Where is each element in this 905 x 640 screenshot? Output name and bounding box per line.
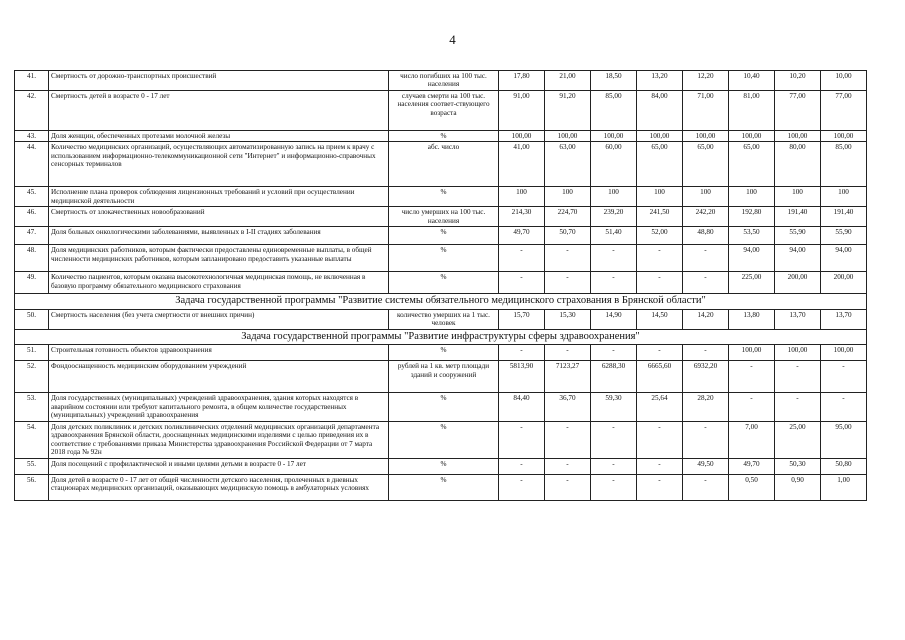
value-cell: 55,90 [821,227,867,245]
row-number: 43. [15,130,49,141]
row-number: 45. [15,187,49,207]
value-cell: 84,40 [499,393,545,421]
value-cell: 65,00 [637,142,683,187]
value-cell: 100,00 [821,345,867,361]
value-cell: - [821,393,867,421]
table-row [15,90,867,130]
value-cell: 0,90 [775,474,821,500]
indicator-name: Доля посещений с профилактической и иными целями детьми в возрасте 0 - 17 лет [49,458,389,474]
value-cell: - [499,345,545,361]
section-title: Задача государственной программы "Развитие системы обязательного медицинского страхования в Брянской области" [15,294,867,309]
unit-cell: % [389,187,499,207]
value-cell: 84,00 [637,90,683,130]
value-cell: 15,30 [545,309,591,329]
value-cell: - [499,272,545,294]
value-cell: - [775,393,821,421]
value-cell: 100,00 [683,130,729,141]
value-cell: 224,70 [545,207,591,227]
value-cell: 1,00 [821,474,867,500]
row-number: 46. [15,207,49,227]
unit-cell: % [389,227,499,245]
value-cell: - [775,361,821,393]
row-number: 56. [15,474,49,500]
value-cell: - [591,458,637,474]
value-cell: 53,50 [729,227,775,245]
value-cell: 100 [499,187,545,207]
value-cell: 49,50 [683,458,729,474]
value-cell: 192,80 [729,207,775,227]
value-cell: - [591,474,637,500]
value-cell: - [545,421,591,458]
table-row [15,142,867,187]
row-number: 52. [15,361,49,393]
value-cell: 50,70 [545,227,591,245]
indicator-name: Строительная готовность объектов здравоохранения [49,345,389,361]
value-cell: 239,20 [591,207,637,227]
value-cell: 100,00 [499,130,545,141]
table-row [15,272,867,294]
indicator-name: Количество пациентов, которым оказана высокотехнологичная медицинская помощь, не включенная в базовую программу обязательного медицинского страхования [49,272,389,294]
value-cell: 55,90 [775,227,821,245]
row-number: 54. [15,421,49,458]
indicator-name: Доля детских поликлиник и детских поликлинических отделений медицинских организаций департамента здравоохранения Брянской области, дооснащенных медицинскими изделиями с целью приведения их в соответствие с требованиями приказа Министерства здравоохранения Российской Федерации от 7 марта 2018 года № 92н [49,421,389,458]
value-cell: 94,00 [775,245,821,272]
value-cell: 71,00 [683,90,729,130]
table-row [15,207,867,227]
value-cell: 241,50 [637,207,683,227]
value-cell: 65,00 [683,142,729,187]
indicator-name: Доля детей в возрасте 0 - 17 лет от общей численности детского населения, пролеченных в дневных стационарах медицинских организаций, оказывающих медицинскую помощь в амбулаторных условиях [49,474,389,500]
indicator-name: Смертность от злокачественных новообразований [49,207,389,227]
unit-cell: число умерших на 100 тыс. населения [389,207,499,227]
unit-cell: % [389,345,499,361]
value-cell: - [545,345,591,361]
value-cell: - [637,421,683,458]
table-row [15,245,867,272]
value-cell: 52,00 [637,227,683,245]
indicator-name: Доля женщин, обеспеченных протезами молочной железы [49,130,389,141]
value-cell: 100 [683,187,729,207]
value-cell: 18,50 [591,71,637,91]
value-cell: 14,90 [591,309,637,329]
table-row [15,345,867,361]
value-cell: 100,00 [729,130,775,141]
value-cell: - [683,474,729,500]
value-cell: 100,00 [637,130,683,141]
indicator-name: Смертность от дорожно-транспортных происшествий [49,71,389,91]
value-cell: - [545,245,591,272]
indicator-name: Доля государственных (муниципальных) учреждений здравоохранения, здания которых находятся в аварийном состоянии или требуют капитального ремонта, в общем количестве государственных (муниципальных) учреждений здравоохранения [49,393,389,421]
unit-cell: % [389,458,499,474]
indicator-name: Смертность населения (без учета смертности от внешних причин) [49,309,389,329]
value-cell: 17,80 [499,71,545,91]
indicator-name: Доля медицинских работников, которым фактически предоставлены единовременные выплаты, в общей численности медицинских работников, которым запланировано предоставить указанные выплаты [49,245,389,272]
value-cell: - [637,458,683,474]
value-cell: 85,00 [821,142,867,187]
row-number: 55. [15,458,49,474]
value-cell: 6932,20 [683,361,729,393]
value-cell: 10,40 [729,71,775,91]
value-cell: 15,70 [499,309,545,329]
value-cell: - [545,458,591,474]
value-cell: 91,20 [545,90,591,130]
value-cell: - [545,474,591,500]
value-cell: 6665,60 [637,361,683,393]
row-number: 48. [15,245,49,272]
value-cell: 91,00 [499,90,545,130]
table-row [15,421,867,458]
value-cell: 95,00 [821,421,867,458]
value-cell: 13,70 [821,309,867,329]
value-cell: 5813,90 [499,361,545,393]
value-cell: 51,40 [591,227,637,245]
value-cell: 81,00 [729,90,775,130]
value-cell: 100,00 [545,130,591,141]
value-cell: 14,50 [637,309,683,329]
value-cell: 191,40 [775,207,821,227]
value-cell: 36,70 [545,393,591,421]
unit-cell: количество умерших на 1 тыс. человек [389,309,499,329]
row-number: 41. [15,71,49,91]
value-cell: 100 [821,187,867,207]
value-cell: 41,00 [499,142,545,187]
value-cell: 63,00 [545,142,591,187]
value-cell: 25,00 [775,421,821,458]
value-cell: 13,80 [729,309,775,329]
value-cell: 13,20 [637,71,683,91]
value-cell: 21,00 [545,71,591,91]
value-cell: - [637,245,683,272]
value-cell: 100 [775,187,821,207]
value-cell: 10,00 [821,71,867,91]
value-cell: - [821,361,867,393]
value-cell: - [545,272,591,294]
unit-cell: % [389,393,499,421]
value-cell: 0,50 [729,474,775,500]
value-cell: 100,00 [775,345,821,361]
table-row [15,309,867,329]
unit-cell: абс. число [389,142,499,187]
value-cell: 200,00 [775,272,821,294]
value-cell: - [499,421,545,458]
value-cell: 49,70 [729,458,775,474]
row-number: 49. [15,272,49,294]
value-cell: - [683,272,729,294]
value-cell: - [729,393,775,421]
value-cell: - [591,245,637,272]
value-cell: - [499,458,545,474]
value-cell: - [637,474,683,500]
value-cell: 100 [591,187,637,207]
value-cell: 242,20 [683,207,729,227]
value-cell: 94,00 [729,245,775,272]
value-cell: 48,80 [683,227,729,245]
value-cell: 59,30 [591,393,637,421]
value-cell: 28,20 [683,393,729,421]
value-cell: 65,00 [729,142,775,187]
section-title: Задача государственной программы "Развитие инфраструктуры сферы здравоохранения" [15,329,867,344]
value-cell: 49,70 [499,227,545,245]
value-cell: 7,00 [729,421,775,458]
value-cell: 25,64 [637,393,683,421]
table-row [15,458,867,474]
indicator-name: Смертность детей в возрасте 0 - 17 лет [49,90,389,130]
value-cell: 7123,27 [545,361,591,393]
value-cell: 214,30 [499,207,545,227]
row-number: 42. [15,90,49,130]
value-cell: 225,00 [729,272,775,294]
value-cell: 100 [637,187,683,207]
value-cell: - [729,361,775,393]
value-cell: 50,30 [775,458,821,474]
value-cell: - [591,345,637,361]
value-cell: 80,00 [775,142,821,187]
page-number: 4 [449,32,456,47]
table-row [15,474,867,500]
value-cell: - [683,345,729,361]
unit-cell: % [389,474,499,500]
value-cell: 14,20 [683,309,729,329]
value-cell: - [499,245,545,272]
value-cell: 50,80 [821,458,867,474]
table-row [15,227,867,245]
row-number: 47. [15,227,49,245]
value-cell: 191,40 [821,207,867,227]
indicator-name: Доля больных онкологическими заболеваниями, выявленных в I-II стадиях заболевания [49,227,389,245]
unit-cell: % [389,130,499,141]
value-cell: - [683,245,729,272]
value-cell: - [683,421,729,458]
value-cell: 100,00 [775,130,821,141]
unit-cell: рублей на 1 кв. метр площади зданий и сооружений [389,361,499,393]
unit-cell: % [389,272,499,294]
row-number: 51. [15,345,49,361]
value-cell: 85,00 [591,90,637,130]
table-row [15,71,867,91]
value-cell: 100 [729,187,775,207]
value-cell: - [637,272,683,294]
value-cell: 77,00 [775,90,821,130]
value-cell: 200,00 [821,272,867,294]
table-row [15,187,867,207]
value-cell: 100 [545,187,591,207]
indicator-name: Исполнение плана проверок соблюдения лицензионных требований и условий при осуществлении медицинской деятельности [49,187,389,207]
value-cell: - [591,421,637,458]
value-cell: 100,00 [821,130,867,141]
section-row [15,294,867,309]
value-cell: 13,70 [775,309,821,329]
indicators-table [14,70,867,501]
value-cell: 100,00 [729,345,775,361]
row-number: 50. [15,309,49,329]
table-row [15,361,867,393]
unit-cell: % [389,421,499,458]
row-number: 44. [15,142,49,187]
unit-cell: случаев смерти на 100 тыс. населения соответ-ствующего возраста [389,90,499,130]
value-cell: 77,00 [821,90,867,130]
section-row [15,329,867,344]
indicator-name: Фондооснащенность медицинским оборудованием учреждений [49,361,389,393]
value-cell: 6288,30 [591,361,637,393]
unit-cell: число погибших на 100 тыс. населения [389,71,499,91]
table-row [15,130,867,141]
value-cell: - [637,345,683,361]
value-cell: - [499,474,545,500]
unit-cell: % [389,245,499,272]
row-number: 53. [15,393,49,421]
indicator-name: Количество медицинских организаций, осуществляющих автоматизированную запись на прием к врачу с использованием информационно-телекоммуникационной сети "Интернет" и информационно-справочных сенсорных терминалов [49,142,389,187]
table-row [15,393,867,421]
value-cell: - [591,272,637,294]
value-cell: 100,00 [591,130,637,141]
value-cell: 60,00 [591,142,637,187]
value-cell: 12,20 [683,71,729,91]
value-cell: 94,00 [821,245,867,272]
value-cell: 10,20 [775,71,821,91]
